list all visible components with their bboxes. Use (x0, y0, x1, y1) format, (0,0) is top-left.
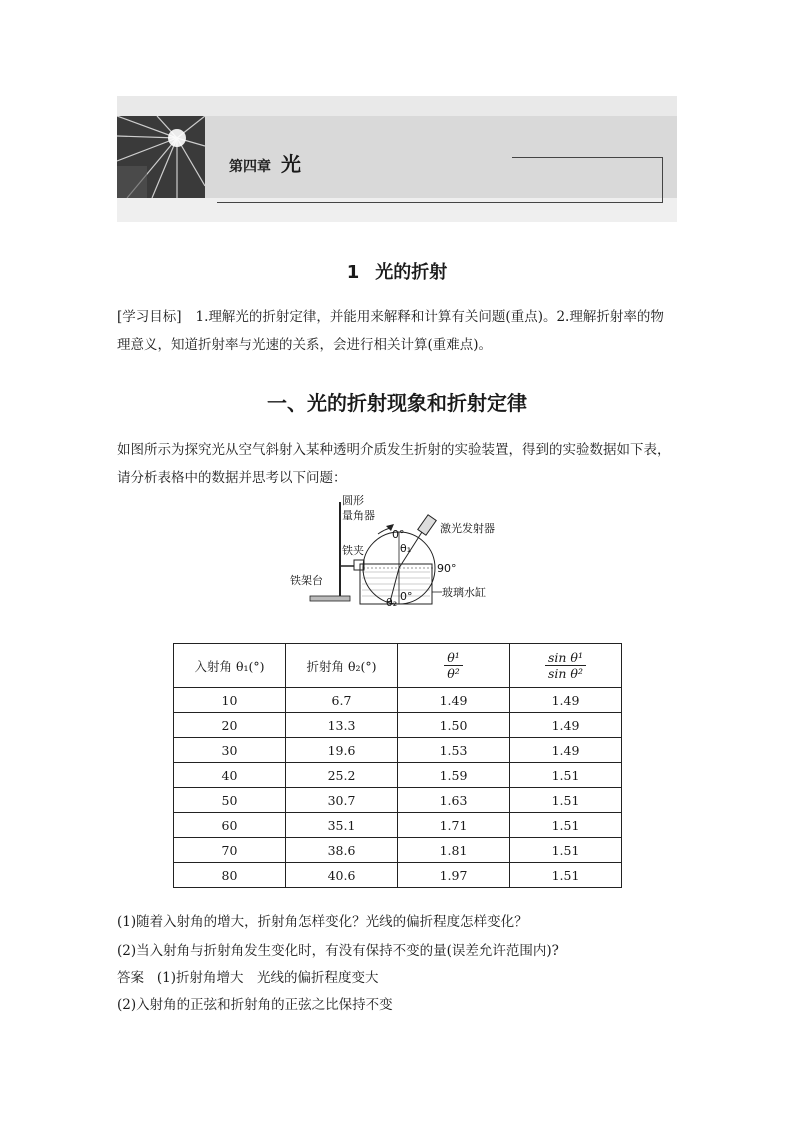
cell: 10 (174, 688, 286, 713)
sine-denominator: sin θ² (548, 666, 583, 681)
table-row (174, 688, 622, 713)
cell: 1.53 (398, 738, 510, 763)
table-row (174, 838, 622, 863)
fig-label-protractor-2: 量角器 (342, 509, 375, 522)
cell: 50 (174, 788, 286, 813)
banner-light-image (117, 116, 205, 198)
cell: 1.63 (398, 788, 510, 813)
banner-rule (512, 157, 662, 158)
cell: 6.7 (286, 688, 398, 713)
fig-label-theta1: θ₁ (400, 542, 412, 555)
fig-label-90deg: 90° (437, 562, 457, 575)
cell: 1.49 (510, 688, 622, 713)
fig-label-protractor-1: 圆形 (342, 494, 364, 507)
banner-rule (217, 202, 663, 203)
cell: 1.49 (510, 713, 622, 738)
cell: 1.49 (398, 688, 510, 713)
fig-label-tank: 玻璃水缸 (442, 586, 486, 599)
table-row (174, 763, 622, 788)
answer-tag: 答案 (117, 970, 144, 986)
cell: 30.7 (286, 788, 398, 813)
cell: 1.51 (510, 813, 622, 838)
chapter-number: 第四章 (229, 159, 271, 175)
question-2: (2)当入射角与折射角发生变化时，有没有保持不变的量(误差允许范围内)? (117, 943, 559, 959)
section-number: 1 (346, 262, 360, 283)
table-row (174, 713, 622, 738)
cell: 13.3 (286, 713, 398, 738)
cell: 60 (174, 813, 286, 838)
header-sine-ratio (510, 644, 622, 688)
cell: 80 (174, 863, 286, 888)
table-row (174, 738, 622, 763)
section-title (0, 258, 794, 284)
cell: 1.51 (510, 863, 622, 888)
ratio-denominator: θ² (447, 666, 460, 681)
table-row (174, 788, 622, 813)
cell: 1.59 (398, 763, 510, 788)
banner-top-band (117, 96, 677, 116)
cell: 25.2 (286, 763, 398, 788)
fig-label-0deg-bottom: 0° (400, 590, 413, 603)
cell: 1.51 (510, 788, 622, 813)
fig-label-clamp: 铁夹 (342, 544, 364, 557)
chapter-name: 光 (281, 152, 301, 176)
cell: 19.6 (286, 738, 398, 763)
fig-label-stand: 铁架台 (290, 574, 323, 587)
cell: 40.6 (286, 863, 398, 888)
answer-line (117, 966, 379, 986)
answer-1: (1)折射角增大 光线的偏折程度变大 (156, 970, 379, 986)
goals-tag: [学习目标] (117, 309, 182, 325)
cell: 1.49 (510, 738, 622, 763)
heading-refraction-law: 一、光的折射现象和折射定律 (267, 391, 527, 415)
cell: 38.6 (286, 838, 398, 863)
fig-label-0deg-top: 0° (392, 528, 405, 541)
cell: 1.97 (398, 863, 510, 888)
learning-goals (117, 303, 677, 359)
chapter-title (229, 148, 301, 177)
experiment-figure (282, 494, 512, 612)
cell: 30 (174, 738, 286, 763)
section-name: 光的折射 (375, 262, 448, 283)
goals-text: 1.理解光的折射定律，并能用来解释和计算有关问题(重点)。2.理解折射率的物理意义，知道折射率与光速的关系，会进行相关计算(重难点)。 (117, 309, 664, 353)
question-1: (1)随着入射角的增大，折射角怎样变化？光线的偏折程度怎样变化？ (117, 914, 528, 930)
fig-label-laser: 激光发射器 (440, 522, 495, 535)
header-angle-ratio (398, 644, 510, 688)
chapter-banner (117, 96, 677, 222)
table-row (174, 863, 622, 888)
answer-2: (2)入射角的正弦和折射角的正弦之比保持不变 (117, 997, 393, 1013)
table-header-row (174, 644, 622, 688)
cell: 20 (174, 713, 286, 738)
cell: 1.51 (510, 763, 622, 788)
refraction-data-table (173, 643, 622, 888)
cell: 1.50 (398, 713, 510, 738)
cell: 1.71 (398, 813, 510, 838)
ratio-numerator: θ¹ (444, 650, 463, 666)
cell: 70 (174, 838, 286, 863)
sine-numerator: sin θ¹ (545, 650, 586, 666)
intro-paragraph: 如图所示为探究光从空气斜射入某种透明介质发生折射的实验装置，得到的实验数据如下表，请分析表格中的数据并思考以下问题： (117, 442, 671, 486)
fig-label-theta2: θ₂ (386, 596, 398, 609)
table-row (174, 813, 622, 838)
cell: 40 (174, 763, 286, 788)
header-incident: 入射角 θ₁(°) (174, 644, 286, 688)
cell: 1.51 (510, 838, 622, 863)
cell: 35.1 (286, 813, 398, 838)
header-refracted: 折射角 θ₂(°) (286, 644, 398, 688)
cell: 1.81 (398, 838, 510, 863)
banner-rule (662, 157, 663, 203)
